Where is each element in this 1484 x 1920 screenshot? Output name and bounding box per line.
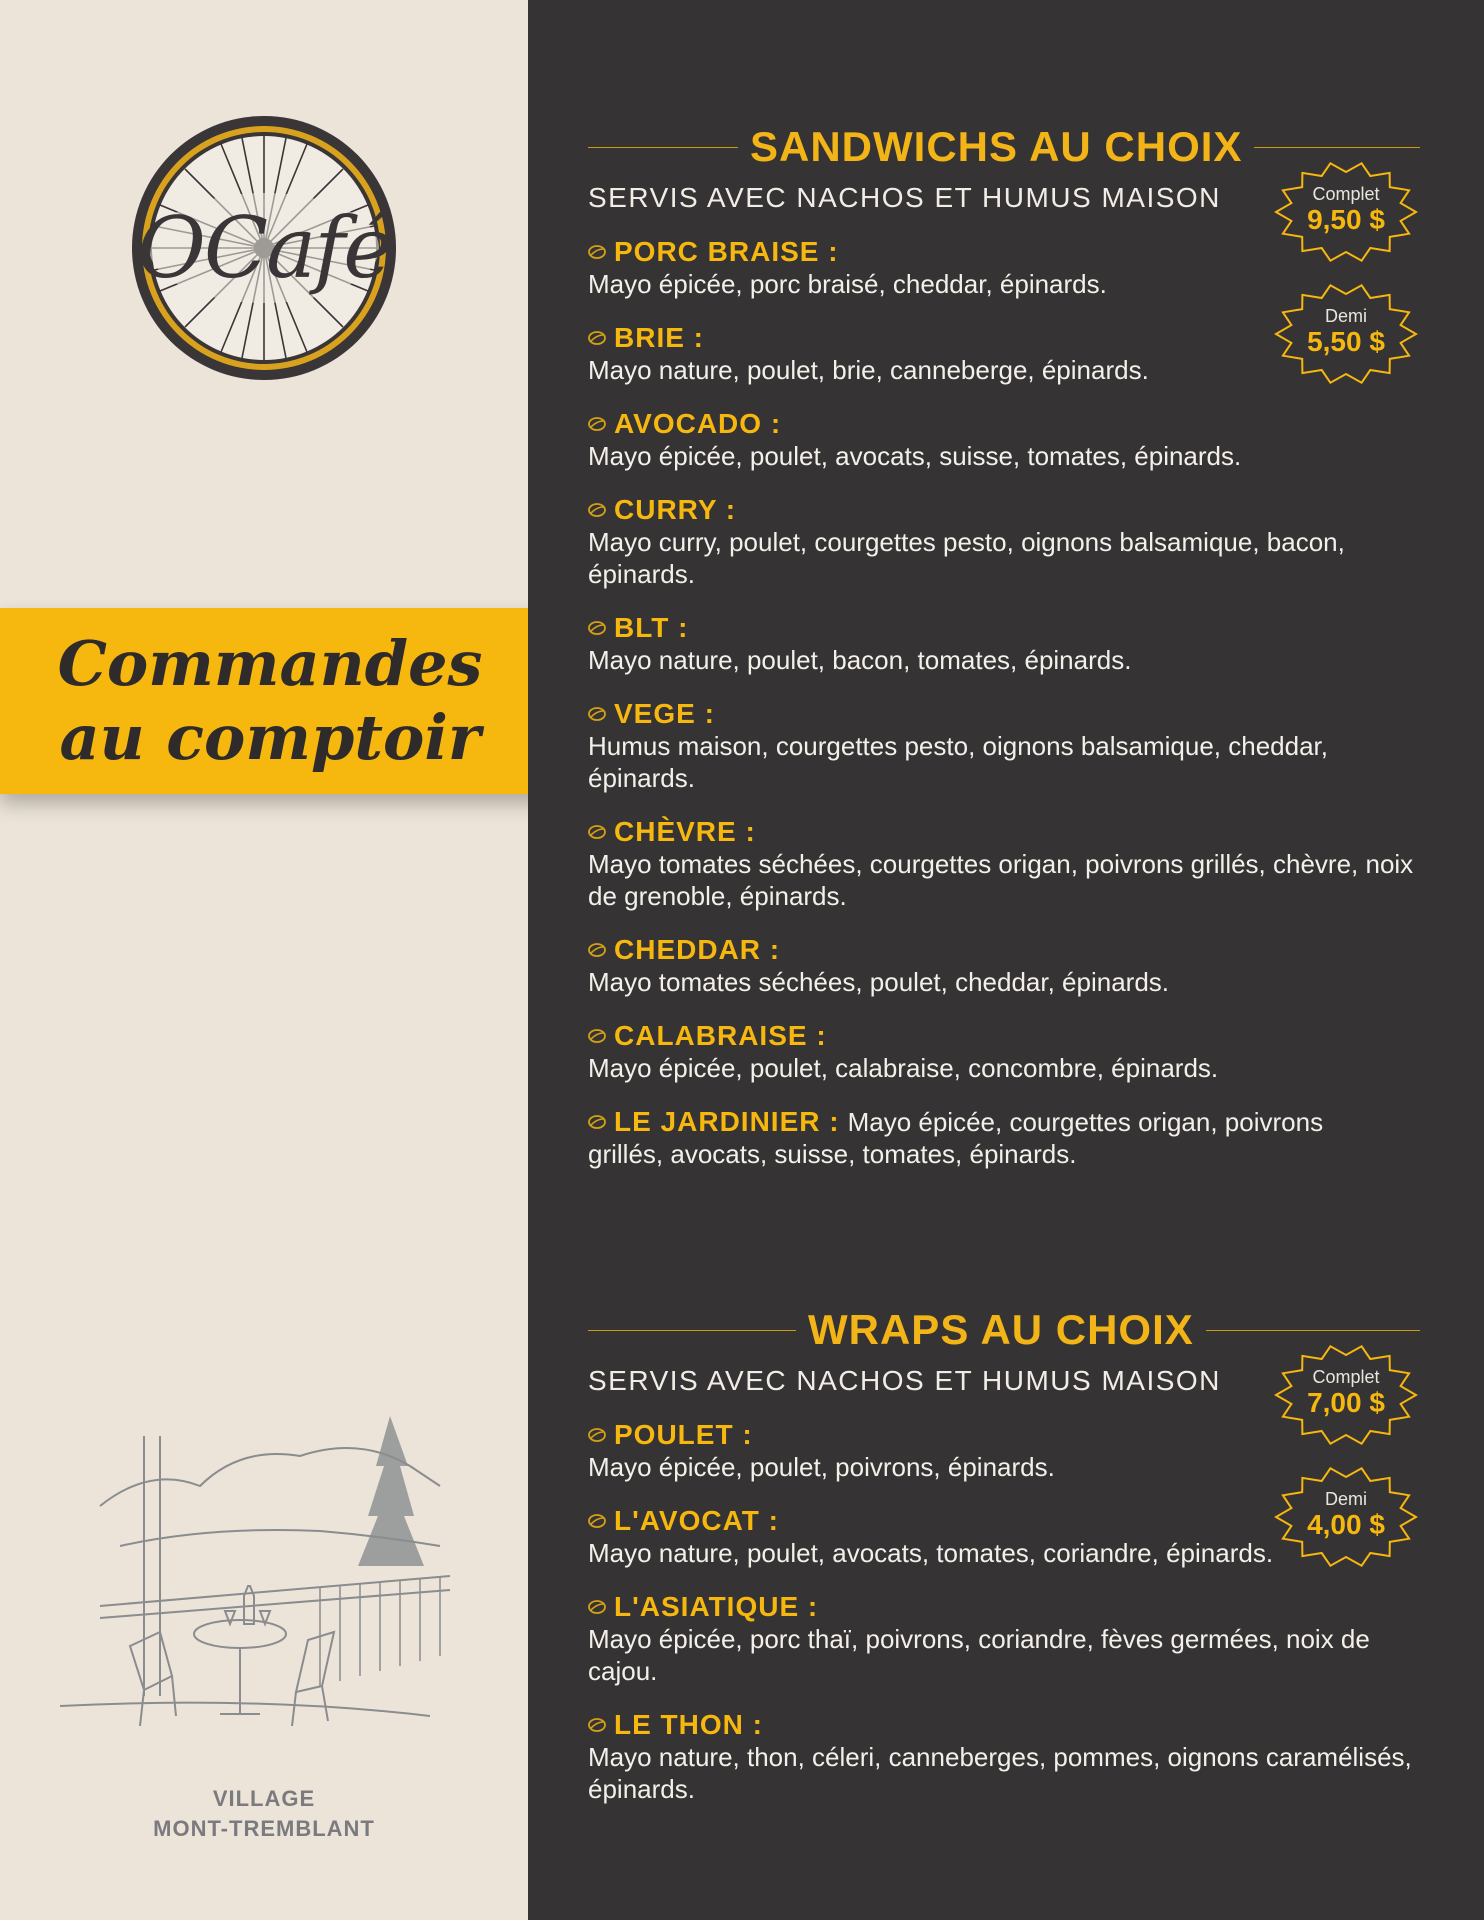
location-line-2: MONT-TREMBLANT [153,1816,375,1841]
served-with: SERVIS AVEC NACHOS ET HUMUS MAISON [588,1365,1221,1396]
price-value: 9,50 $ [1307,204,1385,235]
item-title: PORC BRAISE : [614,236,839,267]
item-title: CHEDDAR : [614,934,781,965]
item-description: Mayo nature, poulet, brie, canneberge, épinards. [588,355,1149,385]
price-label: Demi [1324,1489,1367,1509]
menu-item [588,612,1420,676]
header-rule-left [588,147,738,148]
coffee-bean-icon [588,1514,606,1528]
item-title: LE THON : [614,1709,763,1740]
price-label: Demi [1324,306,1367,326]
item-description: Mayo tomates séchées, poulet, cheddar, épinards. [588,967,1170,997]
item-description: Mayo tomates séchées, courgettes origan, poivrons grillés, chèvre, noix de grenoble, épinards. [588,849,1414,911]
menu-item [588,1709,1420,1805]
item-name [588,494,1420,526]
coffee-bean-icon [588,1115,606,1129]
item-description: Mayo nature, poulet, avocats, tomates, coriandre, épinards. [588,1538,1274,1568]
coffee-bean-icon [588,503,606,517]
coffee-bean-icon [588,1600,606,1614]
item-title: BRIE : [614,322,704,353]
item-description: Mayo épicée, poulet, avocats, suisse, tomates, épinards. [588,441,1242,471]
menu-item [588,1020,1420,1084]
price-value: 4,00 $ [1307,1509,1385,1540]
ocafe-logo [128,112,400,384]
item-description: Mayo nature, poulet, bacon, tomates, épinards. [588,645,1132,675]
price-badge-demi [1274,282,1418,386]
item-description: Mayo nature, thon, céleri, canneberges, pommes, oignons caramélisés, épinards. [588,1742,1412,1804]
price-label: Complet [1312,1367,1380,1387]
price-badge-complet [1274,1343,1418,1447]
menu-item [588,934,1420,998]
menu-item [588,698,1420,794]
price-label: Complet [1312,184,1380,204]
item-name [588,1709,1420,1741]
item-title: LE JARDINIER : [614,1106,840,1137]
coffee-bean-icon [588,1718,606,1732]
menu-item [588,1591,1420,1687]
coffee-bean-icon [588,331,606,345]
item-title: CURRY : [614,494,737,525]
location-line-1: VILLAGE [212,1786,316,1811]
item-name [588,816,1420,848]
section-title: SANDWICHS AU CHOIX [750,123,1243,170]
item-title: L'AVOCAT : [614,1505,779,1536]
item-name [588,1020,1420,1052]
served-with: SERVIS AVEC NACHOS ET HUMUS MAISON [588,182,1221,213]
coffee-bean-icon [588,825,606,839]
menu-item [588,1106,1420,1170]
banner-line-2: au comptoir [59,701,481,774]
header-rule-left [588,1330,796,1331]
price-badge-demi [1274,1465,1418,1569]
coffee-bean-icon [588,707,606,721]
location-label [0,1784,528,1844]
item-name [588,698,1420,730]
coffee-bean-icon [588,1428,606,1442]
menu-item [588,408,1420,472]
coffee-bean-icon [588,943,606,957]
price-badge-complet [1274,160,1418,264]
section-title: WRAPS AU CHOIX [808,1306,1194,1353]
item-title: AVOCADO : [614,408,782,439]
item-title: POULET : [614,1419,753,1450]
item-description: Mayo épicée, porc braisé, cheddar, épinards. [588,269,1107,299]
item-name [588,1106,1420,1138]
coffee-bean-icon [588,621,606,635]
item-description: grillés, avocats, suisse, tomates, épinards. [588,1139,1077,1169]
item-description: Mayo épicée, poulet, calabraise, concombre, épinards. [588,1053,1219,1083]
item-title: BLT : [614,612,689,643]
item-name [588,612,1420,644]
item-title: L'ASIATIQUE : [614,1591,819,1622]
coffee-bean-icon [588,1029,606,1043]
menu-item [588,816,1420,912]
coffee-bean-icon [588,417,606,431]
coffee-bean-icon [588,245,606,259]
header-rule-right [1206,1330,1420,1331]
item-title: VEGE : [614,698,715,729]
item-description: Mayo épicée, porc thaï, poivrons, coriandre, fèves germées, noix de cajou. [588,1624,1370,1686]
menu-item [588,494,1420,590]
terrace-sketch-illustration [60,1396,470,1736]
item-name [588,408,1420,440]
logo-text: OCafé [149,193,379,303]
item-description-inline: Mayo épicée, courgettes origan, poivrons [847,1107,1324,1137]
item-title: CHÈVRE : [614,816,756,847]
price-value: 7,00 $ [1307,1387,1385,1418]
price-value: 5,50 $ [1307,326,1385,357]
item-description: Humus maison, courgettes pesto, oignons balsamique, cheddar, épinards. [588,731,1328,793]
item-description: Mayo épicée, poulet, poivrons, épinards. [588,1452,1055,1482]
order-at-counter-banner [0,608,560,794]
item-name [588,1591,1420,1623]
sandwichs-section [588,122,1420,1170]
header-rule-right [1254,147,1420,148]
banner-line-1: Commandes [57,627,483,700]
item-description: Mayo curry, poulet, courgettes pesto, oignons balsamique, bacon, épinards. [588,527,1345,589]
item-name [588,934,1420,966]
item-title: CALABRAISE : [614,1020,827,1051]
